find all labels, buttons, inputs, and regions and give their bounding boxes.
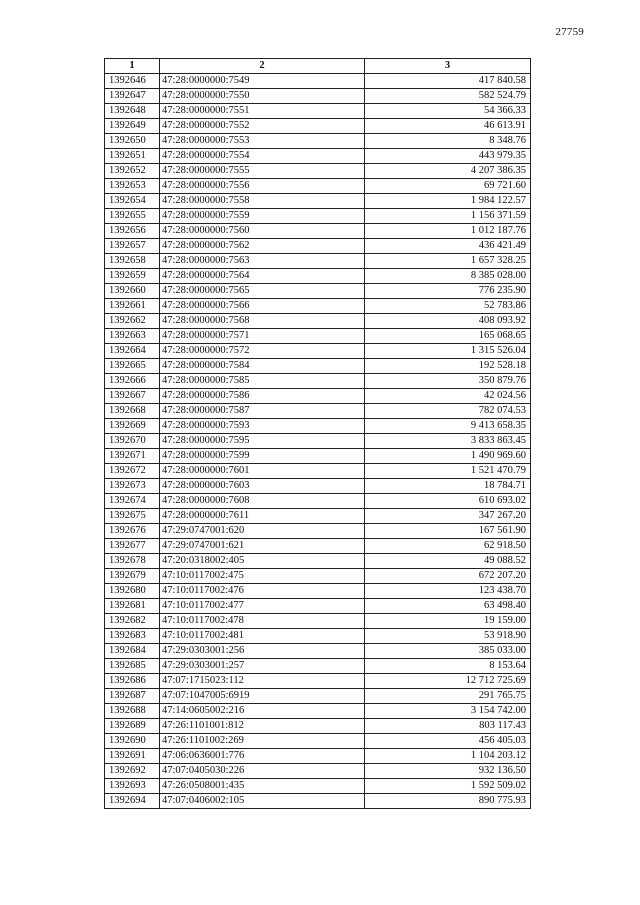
- cadastral-number-cell: 47:28:0000000:7586: [160, 389, 365, 404]
- table-row: [105, 359, 531, 374]
- value-cell: 408 093.92: [365, 314, 531, 329]
- column-header-2: 2: [160, 59, 365, 74]
- value-cell: 350 879.76: [365, 374, 531, 389]
- table-row: [105, 629, 531, 644]
- table-row: [105, 749, 531, 764]
- cadastral-number-cell: 47:28:0000000:7593: [160, 419, 365, 434]
- table-row: [105, 374, 531, 389]
- value-cell: 1 984 122.57: [365, 194, 531, 209]
- value-cell: 1 012 187.76: [365, 224, 531, 239]
- value-cell: 62 918.50: [365, 539, 531, 554]
- value-cell: 123 438.70: [365, 584, 531, 599]
- table-row: [105, 599, 531, 614]
- value-cell: 1 104 203.12: [365, 749, 531, 764]
- row-number-cell: 1392678: [105, 554, 160, 569]
- table-row: [105, 419, 531, 434]
- value-cell: 9 413 658.35: [365, 419, 531, 434]
- cadastral-number-cell: 47:28:0000000:7601: [160, 464, 365, 479]
- value-cell: 63 498.40: [365, 599, 531, 614]
- row-number-cell: 1392670: [105, 434, 160, 449]
- row-number-cell: 1392660: [105, 284, 160, 299]
- row-number-cell: 1392682: [105, 614, 160, 629]
- value-cell: 385 033.00: [365, 644, 531, 659]
- cadastral-number-cell: 47:29:0303001:257: [160, 659, 365, 674]
- value-cell: 49 088.52: [365, 554, 531, 569]
- cadastral-number-cell: 47:07:0406002:105: [160, 794, 365, 809]
- row-number-cell: 1392671: [105, 449, 160, 464]
- row-number-cell: 1392657: [105, 239, 160, 254]
- cadastral-number-cell: 47:29:0747001:620: [160, 524, 365, 539]
- cadastral-number-cell: 47:28:0000000:7562: [160, 239, 365, 254]
- table-row: [105, 434, 531, 449]
- cadastral-number-cell: 47:10:0117002:478: [160, 614, 365, 629]
- value-cell: 192 528.18: [365, 359, 531, 374]
- cadastral-number-cell: 47:28:0000000:7571: [160, 329, 365, 344]
- row-number-cell: 1392654: [105, 194, 160, 209]
- row-number-cell: 1392649: [105, 119, 160, 134]
- table-row: [105, 209, 531, 224]
- row-number-cell: 1392685: [105, 659, 160, 674]
- cadastral-number-cell: 47:28:0000000:7565: [160, 284, 365, 299]
- table-row: [105, 224, 531, 239]
- value-cell: 803 117.43: [365, 719, 531, 734]
- value-cell: 8 385 028.00: [365, 269, 531, 284]
- value-cell: 8 153.64: [365, 659, 531, 674]
- table-row: [105, 104, 531, 119]
- table-row: [105, 299, 531, 314]
- cadastral-number-cell: 47:28:0000000:7555: [160, 164, 365, 179]
- cadastral-number-cell: 47:06:0636001:776: [160, 749, 365, 764]
- value-cell: 456 405.03: [365, 734, 531, 749]
- cadastral-number-cell: 47:14:0605002:216: [160, 704, 365, 719]
- cadastral-number-cell: 47:07:1047005:6919: [160, 689, 365, 704]
- cadastral-number-cell: 47:28:0000000:7553: [160, 134, 365, 149]
- row-number-cell: 1392653: [105, 179, 160, 194]
- row-number-cell: 1392647: [105, 89, 160, 104]
- cadastral-number-cell: 47:28:0000000:7554: [160, 149, 365, 164]
- value-cell: 19 159.00: [365, 614, 531, 629]
- table-row: [105, 149, 531, 164]
- cadastral-number-cell: 47:26:1101002:269: [160, 734, 365, 749]
- cadastral-number-cell: 47:28:0000000:7595: [160, 434, 365, 449]
- value-cell: 8 348.76: [365, 134, 531, 149]
- value-cell: 347 267.20: [365, 509, 531, 524]
- table-row: [105, 779, 531, 794]
- value-cell: 3 154 742.00: [365, 704, 531, 719]
- table-row: [105, 89, 531, 104]
- table-row: [105, 584, 531, 599]
- row-number-cell: 1392675: [105, 509, 160, 524]
- table-row: [105, 344, 531, 359]
- cadastral-number-cell: 47:26:0508001:435: [160, 779, 365, 794]
- table-row: [105, 689, 531, 704]
- value-cell: 1 490 969.60: [365, 449, 531, 464]
- row-number-cell: 1392684: [105, 644, 160, 659]
- cadastral-number-cell: 47:29:0303001:256: [160, 644, 365, 659]
- table-row: [105, 239, 531, 254]
- cadastral-number-cell: 47:28:0000000:7603: [160, 479, 365, 494]
- row-number-cell: 1392667: [105, 389, 160, 404]
- cadastral-number-cell: 47:28:0000000:7564: [160, 269, 365, 284]
- table-row: [105, 524, 531, 539]
- value-cell: 1 156 371.59: [365, 209, 531, 224]
- cadastral-number-cell: 47:26:1101001:812: [160, 719, 365, 734]
- table-row: [105, 479, 531, 494]
- value-cell: 932 136.50: [365, 764, 531, 779]
- row-number-cell: 1392664: [105, 344, 160, 359]
- row-number-cell: 1392651: [105, 149, 160, 164]
- table-row: [105, 764, 531, 779]
- cadastral-number-cell: 47:10:0117002:481: [160, 629, 365, 644]
- row-number-cell: 1392662: [105, 314, 160, 329]
- row-number-cell: 1392663: [105, 329, 160, 344]
- row-number-cell: 1392688: [105, 704, 160, 719]
- table-row: [105, 734, 531, 749]
- value-cell: 3 833 863.45: [365, 434, 531, 449]
- value-cell: 18 784.71: [365, 479, 531, 494]
- table-row: [105, 404, 531, 419]
- row-number-cell: 1392681: [105, 599, 160, 614]
- row-number-cell: 1392669: [105, 419, 160, 434]
- table-row: [105, 509, 531, 524]
- row-number-cell: 1392687: [105, 689, 160, 704]
- table-row: [105, 719, 531, 734]
- row-number-cell: 1392661: [105, 299, 160, 314]
- value-cell: 890 775.93: [365, 794, 531, 809]
- value-cell: 4 207 386.35: [365, 164, 531, 179]
- row-number-cell: 1392690: [105, 734, 160, 749]
- table-row: [105, 164, 531, 179]
- cadastral-number-cell: 47:28:0000000:7552: [160, 119, 365, 134]
- cadastral-number-cell: 47:28:0000000:7608: [160, 494, 365, 509]
- row-number-cell: 1392680: [105, 584, 160, 599]
- table-row: [105, 179, 531, 194]
- row-number-cell: 1392668: [105, 404, 160, 419]
- table-row: [105, 569, 531, 584]
- value-cell: 53 918.90: [365, 629, 531, 644]
- cadastral-number-cell: 47:28:0000000:7556: [160, 179, 365, 194]
- row-number-cell: 1392646: [105, 74, 160, 89]
- cadastral-number-cell: 47:10:0117002:476: [160, 584, 365, 599]
- row-number-cell: 1392652: [105, 164, 160, 179]
- value-cell: 1 657 328.25: [365, 254, 531, 269]
- data-table: [104, 58, 531, 809]
- cadastral-number-cell: 47:28:0000000:7572: [160, 344, 365, 359]
- value-cell: 54 366.33: [365, 104, 531, 119]
- table-row: [105, 794, 531, 809]
- table-row: [105, 614, 531, 629]
- cadastral-number-cell: 47:07:1715023:112: [160, 674, 365, 689]
- cadastral-number-cell: 47:28:0000000:7566: [160, 299, 365, 314]
- cadastral-number-cell: 47:28:0000000:7611: [160, 509, 365, 524]
- table-row: [105, 284, 531, 299]
- value-cell: 1 521 470.79: [365, 464, 531, 479]
- value-cell: 291 765.75: [365, 689, 531, 704]
- value-cell: 417 840.58: [365, 74, 531, 89]
- value-cell: 443 979.35: [365, 149, 531, 164]
- value-cell: 436 421.49: [365, 239, 531, 254]
- table-row: [105, 659, 531, 674]
- row-number-cell: 1392676: [105, 524, 160, 539]
- value-cell: 165 068.65: [365, 329, 531, 344]
- row-number-cell: 1392665: [105, 359, 160, 374]
- row-number-cell: 1392674: [105, 494, 160, 509]
- cadastral-number-cell: 47:28:0000000:7560: [160, 224, 365, 239]
- cadastral-number-cell: 47:28:0000000:7568: [160, 314, 365, 329]
- cadastral-number-cell: 47:28:0000000:7584: [160, 359, 365, 374]
- cadastral-number-cell: 47:28:0000000:7550: [160, 89, 365, 104]
- row-number-cell: 1392656: [105, 224, 160, 239]
- cadastral-number-cell: 47:29:0747001:621: [160, 539, 365, 554]
- row-number-cell: 1392686: [105, 674, 160, 689]
- row-number-cell: 1392677: [105, 539, 160, 554]
- value-cell: 1 315 526.04: [365, 344, 531, 359]
- table-header-row: [105, 59, 531, 74]
- row-number-cell: 1392672: [105, 464, 160, 479]
- cadastral-number-cell: 47:28:0000000:7563: [160, 254, 365, 269]
- value-cell: 46 613.91: [365, 119, 531, 134]
- cadastral-number-cell: 47:07:0405030:226: [160, 764, 365, 779]
- row-number-cell: 1392692: [105, 764, 160, 779]
- cadastral-number-cell: 47:28:0000000:7587: [160, 404, 365, 419]
- column-header-3: 3: [365, 59, 531, 74]
- row-number-cell: 1392648: [105, 104, 160, 119]
- value-cell: 672 207.20: [365, 569, 531, 584]
- value-cell: 167 561.90: [365, 524, 531, 539]
- cadastral-number-cell: 47:28:0000000:7599: [160, 449, 365, 464]
- row-number-cell: 1392691: [105, 749, 160, 764]
- table-row: [105, 674, 531, 689]
- value-cell: 776 235.90: [365, 284, 531, 299]
- row-number-cell: 1392666: [105, 374, 160, 389]
- cadastral-number-cell: 47:28:0000000:7585: [160, 374, 365, 389]
- value-cell: 42 024.56: [365, 389, 531, 404]
- table-row: [105, 389, 531, 404]
- value-cell: 52 783.86: [365, 299, 531, 314]
- table-body: [105, 74, 531, 809]
- table-row: [105, 554, 531, 569]
- table-row: [105, 134, 531, 149]
- row-number-cell: 1392693: [105, 779, 160, 794]
- cadastral-number-cell: 47:10:0117002:475: [160, 569, 365, 584]
- row-number-cell: 1392679: [105, 569, 160, 584]
- table-row: [105, 314, 531, 329]
- value-cell: 69 721.60: [365, 179, 531, 194]
- row-number-cell: 1392658: [105, 254, 160, 269]
- cadastral-number-cell: 47:28:0000000:7549: [160, 74, 365, 89]
- table-row: [105, 119, 531, 134]
- table-row: [105, 449, 531, 464]
- table-row: [105, 644, 531, 659]
- table-row: [105, 464, 531, 479]
- cadastral-number-cell: 47:28:0000000:7551: [160, 104, 365, 119]
- cadastral-number-cell: 47:10:0117002:477: [160, 599, 365, 614]
- row-number-cell: 1392659: [105, 269, 160, 284]
- table-row: [105, 704, 531, 719]
- row-number-cell: 1392650: [105, 134, 160, 149]
- row-number-cell: 1392683: [105, 629, 160, 644]
- cadastral-number-cell: 47:20:0318002:405: [160, 554, 365, 569]
- table-row: [105, 194, 531, 209]
- value-cell: 12 712 725.69: [365, 674, 531, 689]
- row-number-cell: 1392655: [105, 209, 160, 224]
- value-cell: 610 693.02: [365, 494, 531, 509]
- table-row: [105, 329, 531, 344]
- table-row: [105, 74, 531, 89]
- table-row: [105, 254, 531, 269]
- row-number-cell: 1392694: [105, 794, 160, 809]
- row-number-cell: 1392689: [105, 719, 160, 734]
- cadastral-number-cell: 47:28:0000000:7559: [160, 209, 365, 224]
- table-row: [105, 494, 531, 509]
- value-cell: 782 074.53: [365, 404, 531, 419]
- table-row: [105, 539, 531, 554]
- table-row: [105, 269, 531, 284]
- value-cell: 582 524.79: [365, 89, 531, 104]
- row-number-cell: 1392673: [105, 479, 160, 494]
- page-number: 27759: [555, 26, 584, 38]
- value-cell: 1 592 509.02: [365, 779, 531, 794]
- column-header-1: 1: [105, 59, 160, 74]
- cadastral-number-cell: 47:28:0000000:7558: [160, 194, 365, 209]
